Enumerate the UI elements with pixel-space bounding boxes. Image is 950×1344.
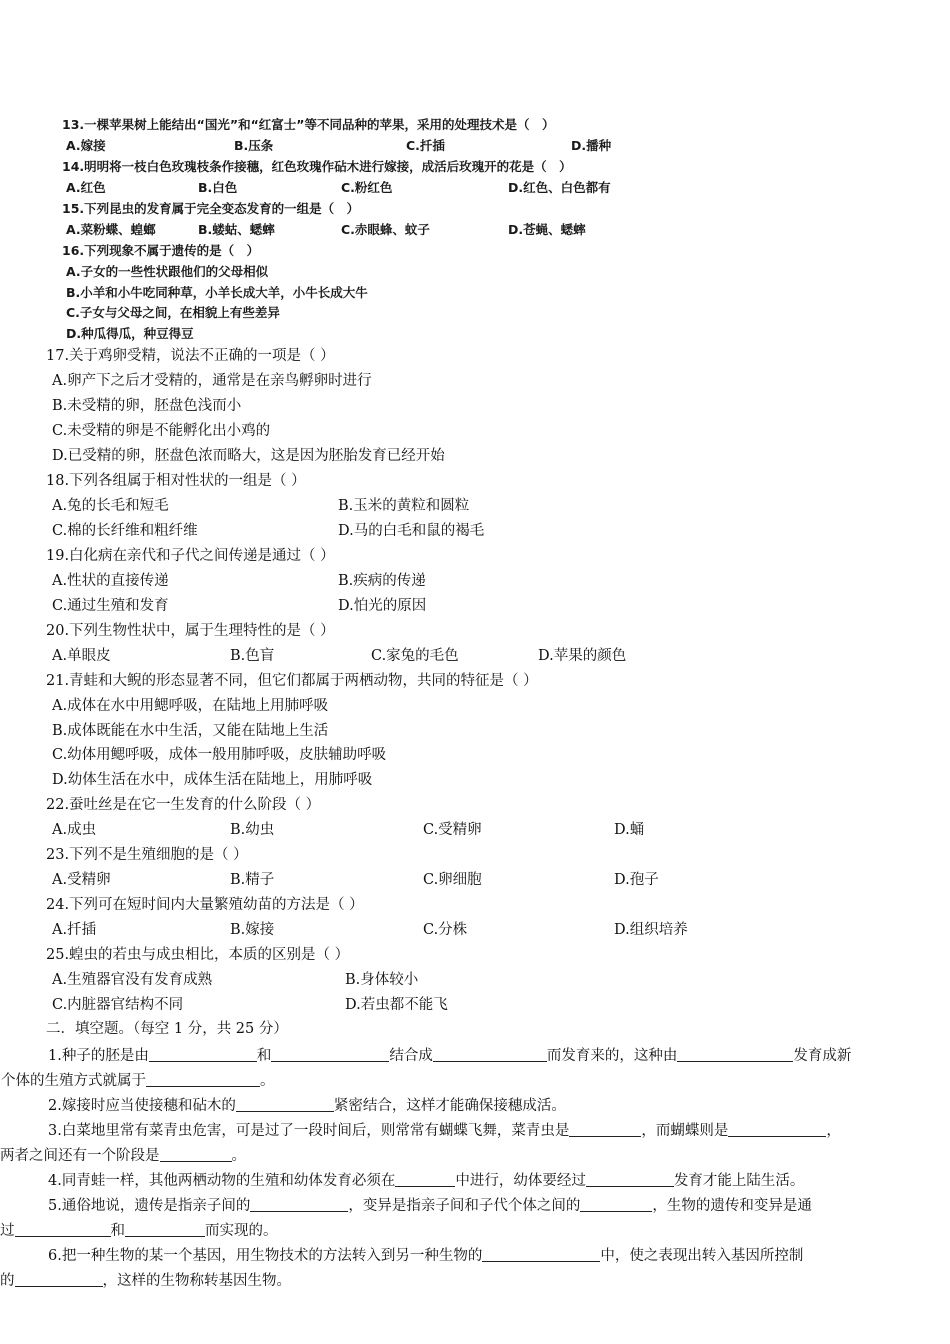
option-b: B.疾病的传递: [338, 573, 426, 589]
option-a: A.卵产下之后才受精的，通常是在亲鸟孵卵时进行: [52, 373, 372, 389]
option-a: A.子女的一些性状跟他们的父母相似: [66, 264, 269, 279]
option-d: D.幼体生活在水中，成体生活在陆地上，用肺呼吸: [52, 772, 373, 788]
option-a: A.菜粉蝶、蝗螂: [66, 222, 156, 237]
text: 发育成新: [793, 1048, 852, 1064]
answer-blank[interactable]: [160, 1147, 232, 1162]
option-c: C.内脏器官结构不同: [52, 997, 184, 1013]
answer-blank[interactable]: [433, 1047, 547, 1062]
option-d: D.种瓜得瓜，种豆得豆: [66, 326, 194, 341]
option-d: D.若虫都不能飞: [345, 997, 448, 1013]
question-stem: 18.下列各组属于相对性状的一组是（ ）: [46, 473, 306, 489]
option-b: B.玉米的黄粒和圆粒: [338, 498, 470, 514]
question-stem: 23.下列不是生殖细胞的是（ ）: [46, 847, 248, 863]
option-d: D.播种: [571, 138, 612, 153]
question-stem: 15.下列昆虫的发育属于完全变态发育的一组是（ ）: [62, 201, 360, 216]
text: 结合成: [389, 1048, 433, 1064]
answer-blank[interactable]: [271, 1047, 389, 1062]
question-stem: 13.一棵苹果树上能结出“国光”和“红富士”等不同品种的苹果，采用的处理技术是（ ）: [62, 117, 555, 132]
text: 1.种子的胚是由: [48, 1048, 149, 1064]
answer-blank[interactable]: [395, 1172, 455, 1187]
question-stem: 16.下列现象不属于遗传的是（ ）: [62, 243, 260, 258]
option-c: C.粉红色: [341, 180, 393, 195]
option-c: C.家兔的毛色: [371, 648, 459, 664]
answer-blank[interactable]: [250, 1197, 348, 1212]
text: 发育才能上陆生活。: [673, 1173, 805, 1189]
text: 。: [231, 1148, 246, 1164]
option-b: B.压条: [234, 138, 274, 153]
option-c: C.子女与父母之间，在相貌上有些差异: [66, 305, 280, 320]
text: 和: [110, 1223, 125, 1239]
text: 紧密结合，这样才能确保接穗成活。: [333, 1098, 566, 1114]
answer-blank[interactable]: [15, 1222, 111, 1237]
answer-blank[interactable]: [236, 1097, 334, 1112]
option-d: D.怕光的原因: [338, 598, 427, 614]
question-stem: 19.白化病在亲代和子代之间传递是通过（ ）: [46, 548, 335, 564]
answer-blank[interactable]: [482, 1247, 600, 1262]
option-d: D.苹果的颜色: [538, 648, 627, 664]
option-c: C.棉的长纤维和粗纤维: [52, 523, 198, 539]
option-a: A.性状的直接传递: [52, 573, 169, 589]
option-c: C.扦插: [406, 138, 445, 153]
text: 过: [0, 1223, 15, 1239]
answer-blank[interactable]: [580, 1197, 652, 1212]
option-d: D.蛹: [614, 822, 645, 838]
text: ，而蝴蝶则是: [641, 1123, 729, 1139]
option-a: A.红色: [66, 180, 106, 195]
answer-blank[interactable]: [125, 1222, 205, 1237]
option-a: A.生殖器官没有发育成熟: [52, 972, 213, 988]
option-c: C.幼体用鳃呼吸，成体一般用肺呼吸，皮肤辅助呼吸: [52, 747, 387, 763]
option-d: D.孢子: [614, 872, 659, 888]
text: 2.嫁接时应当使接穗和砧木的: [48, 1098, 236, 1114]
text: 的: [0, 1273, 15, 1289]
option-d: D.苍蝇、蟋蟀: [508, 222, 586, 237]
option-a: A.嫁接: [66, 138, 106, 153]
option-a: A.成虫: [52, 822, 97, 838]
answer-blank[interactable]: [569, 1122, 641, 1137]
option-c: C.受精卵: [423, 822, 482, 838]
text: ，: [826, 1123, 841, 1139]
option-d: D.已受精的卵，胚盘色浓而略大，这是因为胚胎发育已经开始: [52, 448, 445, 464]
question-stem: 21.青蛙和大鲵的形态显著不同，但它们都属于两栖动物，共同的特征是（ ）: [46, 673, 538, 689]
option-d: D.组织培养: [614, 922, 688, 938]
text: 3.白菜地里常有菜青虫危害，可是过了一段时间后，则常常有蝴蝶飞舞，菜青虫是: [48, 1123, 570, 1139]
text: ，生物的遗传和变异是通: [652, 1198, 812, 1214]
option-c: C.通过生殖和发育: [52, 598, 169, 614]
option-c: C.未受精的卵是不能孵化出小鸡的: [52, 423, 271, 439]
answer-blank[interactable]: [728, 1122, 826, 1137]
option-b: B.未受精的卵，胚盘色浅而小: [52, 398, 242, 414]
option-b: B.幼虫: [230, 822, 275, 838]
text: 而发育来的，这种由: [546, 1048, 678, 1064]
text: 4.同青蛙一样，其他两栖动物的生殖和幼体发育必须在: [48, 1173, 396, 1189]
option-b: B.嫁接: [230, 922, 275, 938]
option-d: D.马的白毛和鼠的褐毛: [338, 523, 485, 539]
section-title: 二．填空题。（每空 1 分，共 25 分）: [46, 1021, 288, 1037]
option-b: B.白色: [198, 180, 238, 195]
text: 。: [260, 1073, 275, 1089]
text: 个体的生殖方式就属于: [1, 1073, 146, 1089]
option-b: B.色盲: [230, 648, 275, 664]
text: 中，使之表现出转入基因所控制: [600, 1248, 804, 1264]
option-a: A.受精卵: [52, 872, 111, 888]
text: 5.通俗地说，遗传是指亲子间的: [48, 1198, 251, 1214]
option-c: C.卵细胞: [423, 872, 482, 888]
answer-blank[interactable]: [15, 1272, 103, 1287]
answer-blank[interactable]: [149, 1047, 257, 1062]
text: 和: [256, 1048, 272, 1064]
option-a: A.成体在水中用鳃呼吸，在陆地上用肺呼吸: [52, 698, 329, 714]
option-c: C.分株: [423, 922, 468, 938]
text: 6.把一种生物的某一个基因，用生物技术的方法转入到另一种生物的: [48, 1248, 483, 1264]
question-stem: 20.下列生物性状中，属于生理特性的是（ ）: [46, 623, 335, 639]
text: 中进行，幼体要经过: [455, 1173, 586, 1189]
option-b: B.小羊和小牛吃同种草，小羊长成大羊，小牛长成大牛: [66, 285, 368, 300]
option-b: B.蝼蛄、蟋蟀: [198, 222, 275, 237]
option-c: C.赤眼蜂、蚊子: [341, 222, 430, 237]
option-b: B.身体较小: [345, 972, 419, 988]
answer-blank[interactable]: [677, 1047, 793, 1062]
option-d: D.红色、白色都有: [508, 180, 611, 195]
option-a: A.扦插: [52, 922, 97, 938]
option-b: B.精子: [230, 872, 275, 888]
text: ，这样的生物称转基因生物。: [102, 1273, 291, 1289]
question-stem: 22.蚕吐丝是在它一生发育的什么阶段（ ）: [46, 797, 321, 813]
option-a: A.兔的长毛和短毛: [52, 498, 169, 514]
answer-blank[interactable]: [146, 1072, 260, 1087]
question-stem: 24.下列可在短时间内大量繁殖幼苗的方法是（ ）: [46, 897, 364, 913]
question-stem: 17.关于鸡卵受精，说法不正确的一项是（ ）: [46, 348, 335, 364]
option-b: B.成体既能在水中生活，又能在陆地上生活: [52, 723, 329, 739]
question-stem: 14.明明将一枝白色玫瑰枝条作接穗，红色玫瑰作砧木进行嫁接，成活后玫瑰开的花是（ ）: [62, 159, 572, 174]
text: ，变异是指亲子间和子代个体之间的: [348, 1198, 581, 1214]
text: 两者之间还有一个阶段是: [0, 1148, 160, 1164]
text: 而实现的。: [205, 1223, 278, 1239]
option-a: A.单眼皮: [52, 648, 111, 664]
question-stem: 25.蝗虫的若虫与成虫相比，本质的区别是（ ）: [46, 947, 350, 963]
answer-blank[interactable]: [586, 1172, 674, 1187]
